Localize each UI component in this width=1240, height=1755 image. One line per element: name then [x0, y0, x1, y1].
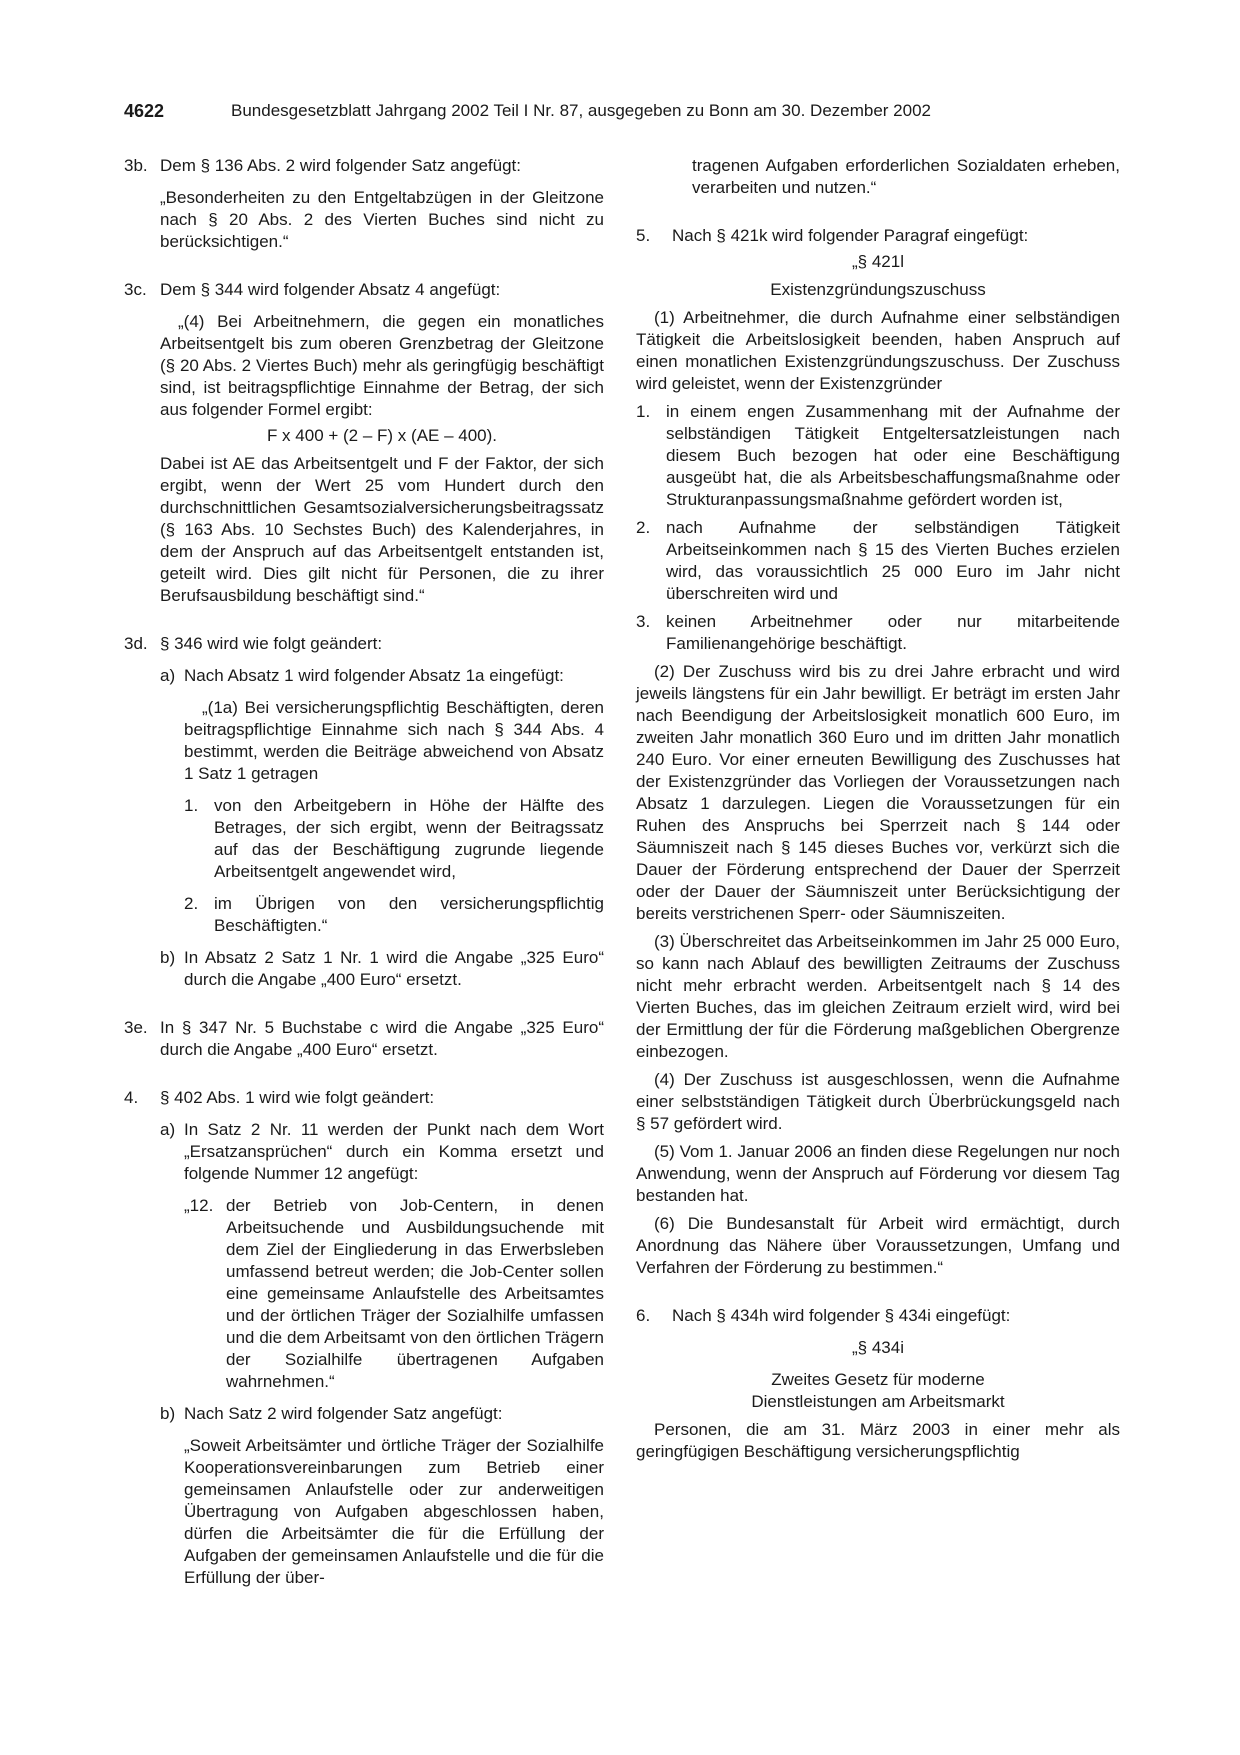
section-number: 3d. [124, 634, 148, 653]
section-number: 3e. [124, 1018, 148, 1037]
list-text: im Übrigen von den versicherungspflichtig Beschäftigten.“ [214, 894, 604, 935]
subsection-text: Nach Satz 2 wird folgender Satz angefügt: [184, 1404, 503, 1423]
section-3b [124, 155, 604, 253]
list-number: 1. [184, 796, 199, 815]
list-number: 3. [636, 612, 651, 631]
section-intro: Dem § 136 Abs. 2 wird folgender Satz angefügt: [160, 156, 522, 175]
paragraph: (5) Vom 1. Januar 2006 an finden diese Regelungen nur noch Anwendung, wenn der Anspruch auf Förderung vor diesem Tag bestanden hat. [636, 1142, 1120, 1205]
section-4 [124, 1087, 604, 1589]
list-item [184, 795, 604, 883]
subsection-text: In Satz 2 Nr. 11 werden der Punkt nach dem Wort „Ersatzansprüchen“ durch ein Komma ersetzt und folgende Nummer 12 angefügt: [184, 1120, 604, 1183]
paragraph: (3) Überschreitet das Arbeitseinkommen im Jahr 25 000 Euro, so kann nach Ablauf des bewilligten Zeitraums der Zuschuss nicht mehr erbracht werden. Arbeitsentgelt nach § 14 des Vierten Buches, das im gleichen Zeitraum erzielt wird, wird bei der Ermittlung der für die Förderung maßgeblichen Obergrenze einbezogen. [636, 932, 1120, 1061]
paragraph: Personen, die am 31. März 2003 in einer mehr als geringfügigen Beschäftigung versicherungspflichtig [636, 1420, 1120, 1461]
paragraph-heading: Existenzgründungszuschuss [770, 280, 986, 299]
section-intro: § 402 Abs. 1 wird wie folgt geändert: [160, 1088, 435, 1107]
list-text: der Betrieb von Job-Centern, in denen Arbeitsuchende und Ausbildungsuchende mit dem Ziel der Eingliederung in das Erwerbsleben umfassend betreut werden; die Job-Center sollen eine gemeinsame Anlaufstelle des Arbeitsamtes und der örtlichen Träger der Sozialhilfe umfassen und die dem Arbeitsamt von den örtlichen Trägern der Sozialhilfe übertragenen Aufgaben wahrnehmen.“ [226, 1196, 604, 1391]
section-5 [636, 225, 1120, 247]
paragraph: Dabei ist AE das Arbeitsentgelt und F der Faktor, der sich ergibt, wenn der Wert 25 vom Hundert durch den durchschnittlichen Gesamtsozialversicherungsbeitragssatz (§ 163 Abs. 10 Sechstes Buch) des Kalenderjahres, in dem der Anspruch auf das Arbeitsentgelt entstanden ist, geteilt wird. Dies gilt nicht für Personen, die zu ihrer Berufsausbildung beschäftigt sind.“ [160, 454, 604, 605]
subsection-a [160, 1119, 604, 1393]
paragraph-number: „§ 421l [852, 252, 904, 271]
formula: F x 400 + (2 – F) x (AE – 400). [266, 426, 498, 445]
section-intro: Dem § 344 wird folgender Absatz 4 angefügt: [160, 280, 501, 299]
list-item [184, 1195, 604, 1393]
section-3d [124, 633, 604, 991]
section-number: 6. [636, 1306, 651, 1325]
quoted-text: „(1a) Bei versicherungspflichtig Beschäftigten, deren beitragspflichtige Einnahme sich nach § 344 Abs. 4 bestimmt, werden die Beiträge abweichend von Absatz 1 Satz 1 getragen [184, 698, 604, 783]
subsection-letter: b) [160, 1404, 176, 1423]
subsection-a [160, 665, 604, 937]
list-number: 1. [636, 402, 651, 421]
section-3e [124, 1017, 604, 1061]
quoted-text: „Soweit Arbeitsämter und örtliche Träger der Sozialhilfe Kooperationsvereinbarungen zum Betrieb einer gemeinsamen Anlaufstelle oder zur anderweitigen Übertragung von Aufgaben abgeschlossen haben, dürfen die Arbeitsämter die für die Erfüllung der Aufgaben der gemeinsamen Anlaufstelle und die für die Erfüllung der über- [184, 1436, 604, 1587]
section-number: 3b. [124, 156, 148, 175]
continued-text: tragenen Aufgaben erforderlichen Sozialdaten erheben, verarbeiten und nutzen.“ [692, 156, 1120, 197]
section-3c [124, 279, 604, 607]
page-number: 4622 [124, 101, 165, 121]
subsection-letter: a) [160, 1120, 176, 1139]
section-number: 4. [124, 1088, 139, 1107]
paragraph-heading: Dienstleistungen am Arbeitsmarkt [751, 1392, 1005, 1411]
section-text: In § 347 Nr. 5 Buchstabe c wird die Angabe „325 Euro“ durch die Angabe „400 Euro“ ersetzt. [160, 1018, 604, 1059]
list-number: 2. [636, 518, 651, 537]
subsection-letter: b) [160, 948, 176, 967]
list-text: in einem engen Zusammenhang mit der Aufnahme der selbständigen Tätigkeit Entgeltersatzleistungen nach diesem Buch bezogen hat oder eine Beschäftigung ausgeübt hat, die als Arbeitsbeschaffungsmaßnahme oder Strukturanpassungsmaßnahme gefördert worden ist, [666, 402, 1120, 509]
list-text: von den Arbeitgebern in Höhe der Hälfte des Betrages, der sich ergibt, wenn der Beitragssatz auf das der Beschäftigung zugrunde liegende Arbeitsentgelt angewendet wird, [214, 796, 604, 881]
paragraph: (4) Der Zuschuss ist ausgeschlossen, wenn die Aufnahme einer selbstständigen Tätigkeit durch Überbrückungsgeld nach § 57 gefördert wird. [636, 1070, 1120, 1133]
list-text: keinen Arbeitnehmer oder nur mitarbeitende Familienangehörige beschäftigt. [666, 612, 1120, 653]
left-column [124, 155, 604, 1589]
paragraph-heading: Zweites Gesetz für moderne [771, 1370, 985, 1389]
section-number: 5. [636, 226, 651, 245]
list-text: nach Aufnahme der selbständigen Tätigkeit Arbeitseinkommen nach § 15 des Vierten Buches erzielen wird, das voraussichtlich 25 000 Euro im Jahr nicht überschreiten wird und [666, 518, 1120, 603]
paragraph: (6) Die Bundesanstalt für Arbeit wird ermächtigt, durch Anordnung das Nähere über Voraussetzungen, Umfang und Verfahren der Förderung zu bestimmen.“ [636, 1214, 1120, 1277]
subsection-text: In Absatz 2 Satz 1 Nr. 1 wird die Angabe „325 Euro“ durch die Angabe „400 Euro“ ersetzt. [184, 948, 604, 989]
paragraph: „(4) Bei Arbeitnehmern, die gegen ein monatliches Arbeitsentgelt bis zum oberen Grenzbetrag der Gleitzone (§ 20 Abs. 2 Viertes Buch) mehr als geringfügig beschäftigt sind, ist beitragspflichtige Einnahme der Betrag, der sich aus folgender Formel ergibt: [160, 312, 604, 419]
list-item [636, 611, 1120, 655]
list-item [636, 517, 1120, 605]
paragraph: (1) Arbeitnehmer, die durch Aufnahme einer selbständigen Tätigkeit die Arbeitslosigkeit beenden, haben Anspruch auf einen monatlichen Existenzgründungszuschuss. Der Zuschuss wird geleistet, wenn der Existenzgründer [636, 308, 1120, 393]
paragraph-number: „§ 434i [852, 1338, 904, 1357]
section-intro: Nach § 421k wird folgender Paragraf eingefügt: [672, 226, 1029, 245]
subsection-text: Nach Absatz 1 wird folgender Absatz 1a eingefügt: [184, 666, 564, 685]
list-number: „12. [184, 1196, 214, 1215]
list-item [184, 893, 604, 937]
quoted-text: „Besonderheiten zu den Entgeltabzügen in der Gleitzone nach § 20 Abs. 2 des Vierten Buches sind nicht zu berücksichtigen.“ [160, 188, 604, 251]
paragraph: (2) Der Zuschuss wird bis zu drei Jahre erbracht und wird jeweils längstens für ein Jahr bewilligt. Er beträgt im ersten Jahr nach Beendigung der Arbeitslosigkeit monatlich 600 Euro, im zweiten Jahr monatlich 360 Euro und im dritten Jahr monatlich 240 Euro. Vor einer erneuten Bewilligung des Zuschusses hat der Existenzgründer das Vorliegen der Voraussetzungen nach Absatz 1 darzulegen. Liegen die Voraussetzungen für ein Ruhen des Anspruchs bei Sperrzeit nach § 144 oder Säumniszeit nach § 145 dieses Buches vor, verkürzt sich die Dauer der Förderung entsprechend der Dauer der Sperrzeit oder der Dauer der Säumniszeit unter Berücksichtigung der bereits verstrichenen Sperr- oder Säumniszeiten. [636, 662, 1120, 923]
section-number: 3c. [124, 280, 147, 299]
subsection-letter: a) [160, 666, 176, 685]
subsection-b [160, 947, 604, 991]
section-6 [636, 1305, 1120, 1327]
section-5-body [636, 251, 1120, 1279]
list-item [636, 401, 1120, 511]
section-intro: § 346 wird wie folgt geändert: [160, 634, 383, 653]
subsection-b [160, 1403, 604, 1589]
list-number: 2. [184, 894, 199, 913]
section-intro: Nach § 434h wird folgender § 434i eingefügt: [672, 1306, 1011, 1325]
right-column [636, 155, 1120, 1463]
gazette-title: Bundesgesetzblatt Jahrgang 2002 Teil I Nr. 87, ausgegeben zu Bonn am 30. Dezember 2002 [231, 101, 931, 120]
